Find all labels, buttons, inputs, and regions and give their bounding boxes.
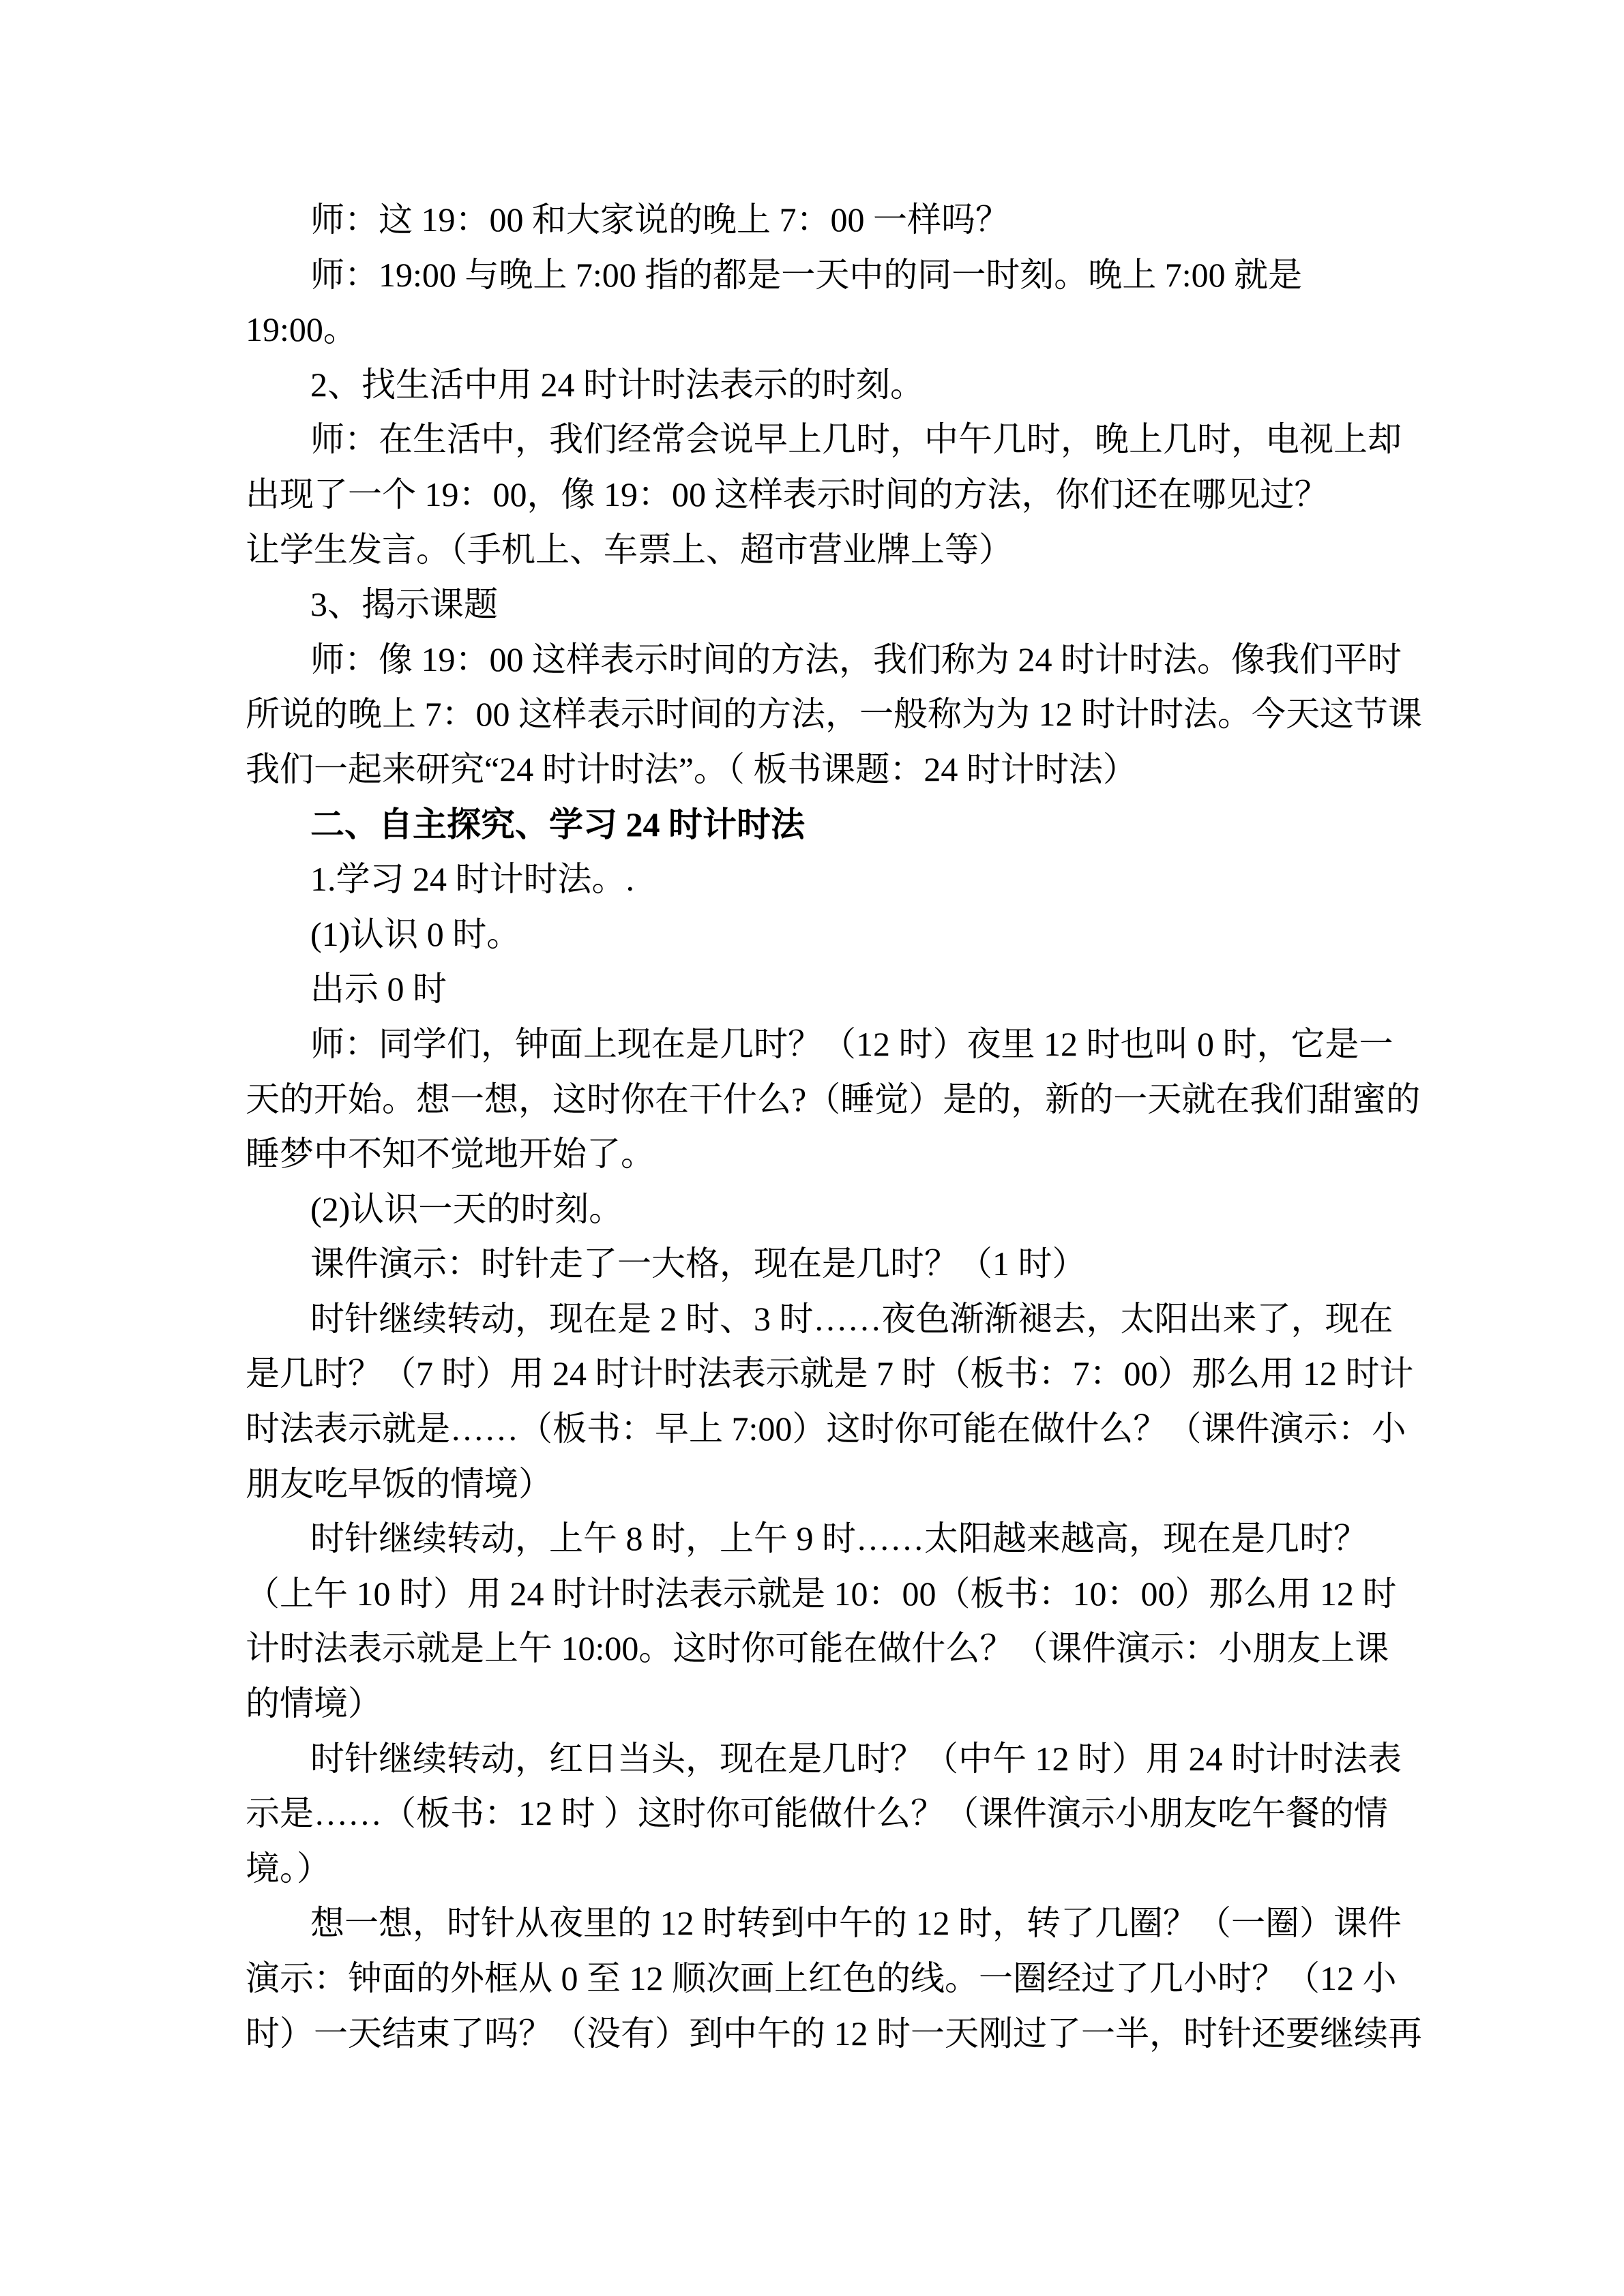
text-line: 天的开始。想一想，这时你在干什么?（睡觉）是的，新的一天就在我们甜蜜的	[246, 1079, 1421, 1118]
text-line: 我们一起来研究“24 时计时法”。（ 板书课题：24 时计时法）	[246, 749, 1137, 788]
text-line: 计时法表示就是上午 10:00。这时你可能在做什么？（课件演示：小朋友上课	[246, 1629, 1389, 1668]
text-line: 出示 0 时	[310, 970, 447, 1009]
text-line: 师：19:00 与晚上 7:00 指的都是一天中的同一时刻。晚上 7:00 就是	[310, 255, 1303, 294]
text-line: 让学生发言。（手机上、车票上、超市营业牌上等）	[246, 530, 1013, 569]
text-line: 所说的晚上 7：00 这样表示时间的方法，一般称为为 12 时计时法。今天这节课	[246, 695, 1422, 734]
text-line: 2、找生活中用 24 时计时法表示的时刻。	[310, 365, 924, 404]
text-line: 是几时？（7 时）用 24 时计时法表示就是 7 时（板书：7：00）那么用 12 时计	[246, 1354, 1414, 1393]
text-line: (1)认识 0 时。	[310, 914, 521, 953]
text-line: 示是……（板书：12 时 ）这时你可能做什么？（课件演示小朋友吃午餐的情	[246, 1794, 1388, 1833]
text-line: 演示：钟面的外框从 0 至 12 顺次画上红色的线。一圈经过了几小时？（12 小	[246, 1959, 1397, 1997]
text-line: 境。）	[246, 1849, 331, 1888]
text-line: 二、自主探究、学习 24 时计时法	[310, 805, 805, 844]
text-line: 时针继续转动，上午 8 时，上午 9 时……太阳越来越高，现在是几时？	[310, 1519, 1368, 1558]
text-line: 时）一天结束了吗？（没有）到中午的 12 时一天刚过了一半，时针还要继续再	[246, 2014, 1422, 2053]
document-lines	[246, 192, 1422, 2061]
text-line: 的情境）	[246, 1684, 382, 1723]
text-line: 时针继续转动，红日当头，现在是几时？（中午 12 时）用 24 时计时法表	[310, 1739, 1402, 1778]
text-line: （上午 10 时）用 24 时计时法表示就是 10：00（板书：10：00）那么用 12 时	[246, 1574, 1397, 1613]
text-line: 时针继续转动，现在是 2 时、3 时……夜色渐渐褪去，太阳出来了，现在	[310, 1299, 1393, 1338]
text-line: 1.学习 24 时计时法。.	[310, 860, 634, 899]
text-line: 课件演示：时针走了一大格，现在是几时？（1 时）	[310, 1244, 1087, 1283]
text-line: 时法表示就是……（板书：早上 7:00）这时你可能在做什么？（课件演示：小	[246, 1410, 1406, 1448]
text-line: (2)认识一天的时刻。	[310, 1189, 623, 1228]
text-line: 19:00。	[246, 310, 357, 349]
text-line: 师：像 19：00 这样表示时间的方法，我们称为 24 时计时法。像我们平时	[310, 640, 1402, 679]
text-line: 朋友吃早饭的情境）	[246, 1464, 552, 1503]
text-line: 3、揭示课题	[310, 585, 498, 624]
text-line: 师：这 19：00 和大家说的晚上 7：00 一样吗？	[310, 200, 1009, 239]
text-line: 师：同学们，钟面上现在是几时？（12 时）夜里 12 时也叫 0 时，它是一	[310, 1024, 1393, 1063]
text-line: 出现了一个 19：00，像 19：00 这样表示时间的方法，你们还在哪见过？	[246, 475, 1329, 513]
text-line: 睡梦中不知不觉地开始了。	[246, 1135, 655, 1174]
text-line: 师：在生活中，我们经常会说早上几时，中午几时，晚上几时，电视上却	[310, 420, 1402, 459]
text-line: 想一想，时针从夜里的 12 时转到中午的 12 时，转了几圈？（一圈）课件	[310, 1904, 1402, 1943]
